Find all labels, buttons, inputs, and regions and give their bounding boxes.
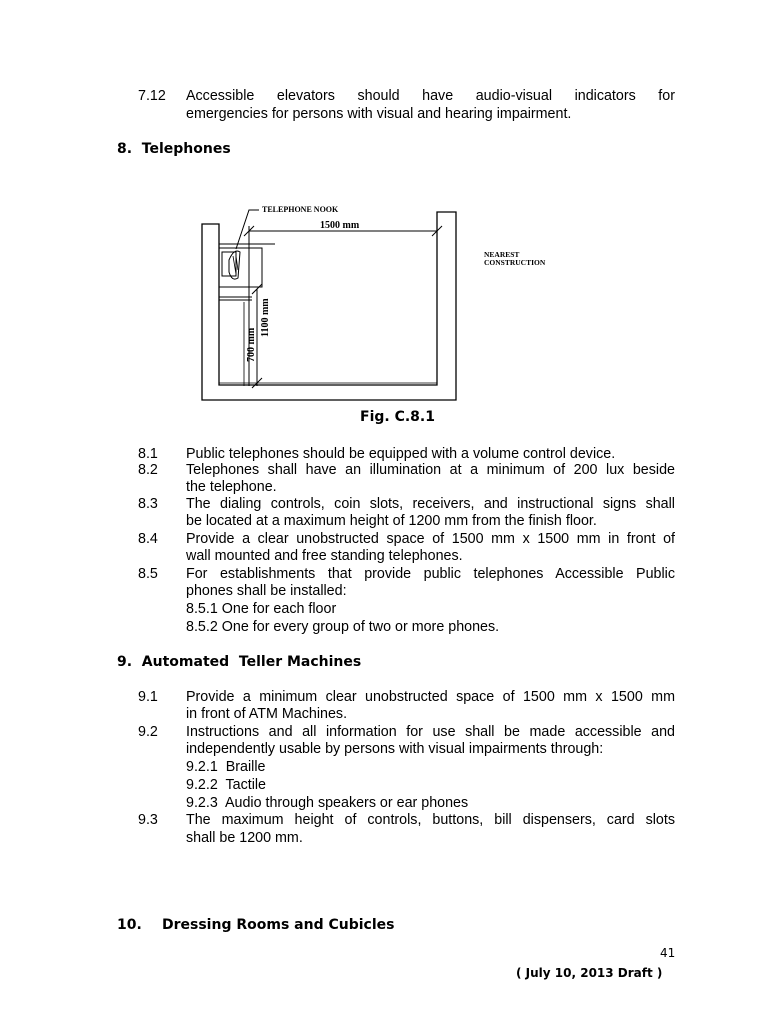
item-9-2-1: 9.2.1 Braille [186,759,266,775]
item-9-1-line-2: in front of ATM Machines. [186,706,348,722]
item-8-4-line-2: wall mounted and free standing telephones. [186,548,463,564]
item-8-5-line-2: phones shall be installed: [186,583,347,599]
item-9-2-number: 9.2 [138,724,158,740]
telephone-icon [229,251,240,279]
item-7-12-number: 7.12 [138,88,166,104]
item-9-1-number: 9.1 [138,689,158,705]
label-dim-700: 700 mm [246,327,257,362]
item-8-1-number: 8.1 [138,446,158,462]
wall-outline [202,212,456,400]
item-8-3-line-1: The dialing controls, coin slots, receivers, and instructional signs shall [186,496,675,512]
item-7-12-line-1: Accessible elevators should have audio-visual indicators for [186,88,675,104]
figure-caption: Fig. C.8.1 [360,409,435,425]
nook-box [219,244,275,287]
item-9-3-number: 9.3 [138,812,158,828]
label-dim-1100: 1100 mm [260,298,271,337]
page-number: 41 [660,946,676,960]
label-nearest: NEAREST [484,250,520,259]
label-dim-width: 1500 mm [320,220,360,231]
item-8-1-line-1: Public telephones should be equipped with a volume control device. [186,446,616,462]
label-telephone-nook: TELEPHONE NOOK [262,205,339,214]
item-9-3-line-1: The maximum height of controls, buttons, bill dispensers, card slots [186,812,675,828]
section-10-number: 10. [117,917,142,933]
item-8-2-line-1: Telephones shall have an illumination at a minimum of 200 lux beside [186,462,675,478]
item-8-5-1: 8.5.1 One for each floor [186,601,337,617]
item-9-3-line-2: shall be 1200 mm. [186,830,303,846]
section-9-heading: 9. Automated Teller Machines [117,654,362,670]
item-8-4-number: 8.4 [138,531,158,547]
item-8-3-number: 8.3 [138,496,158,512]
section-8-heading: 8. Telephones [117,141,231,157]
item-9-2-2: 9.2.2 Tactile [186,777,267,793]
item-9-2-line-2: independently usable by persons with visual impairments through: [186,741,604,757]
section-10-title: Dressing Rooms and Cubicles [162,917,395,933]
label-construction: CONSTRUCTION [484,258,546,267]
item-9-2-3: 9.2.3 Audio through speakers or ear phones [186,795,469,811]
draft-date: ( July 10, 2013 Draft ) [516,966,663,980]
item-8-5-number: 8.5 [138,566,158,582]
telephone-nook-figure [195,195,560,405]
item-8-4-line-1: Provide a clear unobstructed space of 1500 mm x 1500 mm in front of [186,531,675,547]
item-8-5-2: 8.5.2 One for every group of two or more phones. [186,619,500,635]
item-7-12-line-2: emergencies for persons with visual and hearing impairment. [186,106,572,122]
item-8-2-line-2: the telephone. [186,479,277,495]
item-9-2-line-1: Instructions and all information for use shall be made accessible and [186,724,675,740]
item-8-5-line-1: For establishments that provide public telephones Accessible Public [186,566,675,582]
item-8-3-line-2: be located at a maximum height of 1200 mm from the finish floor. [186,513,597,529]
item-8-2-number: 8.2 [138,462,158,478]
item-9-1-line-1: Provide a minimum clear unobstructed space of 1500 mm x 1500 mm [186,689,675,705]
